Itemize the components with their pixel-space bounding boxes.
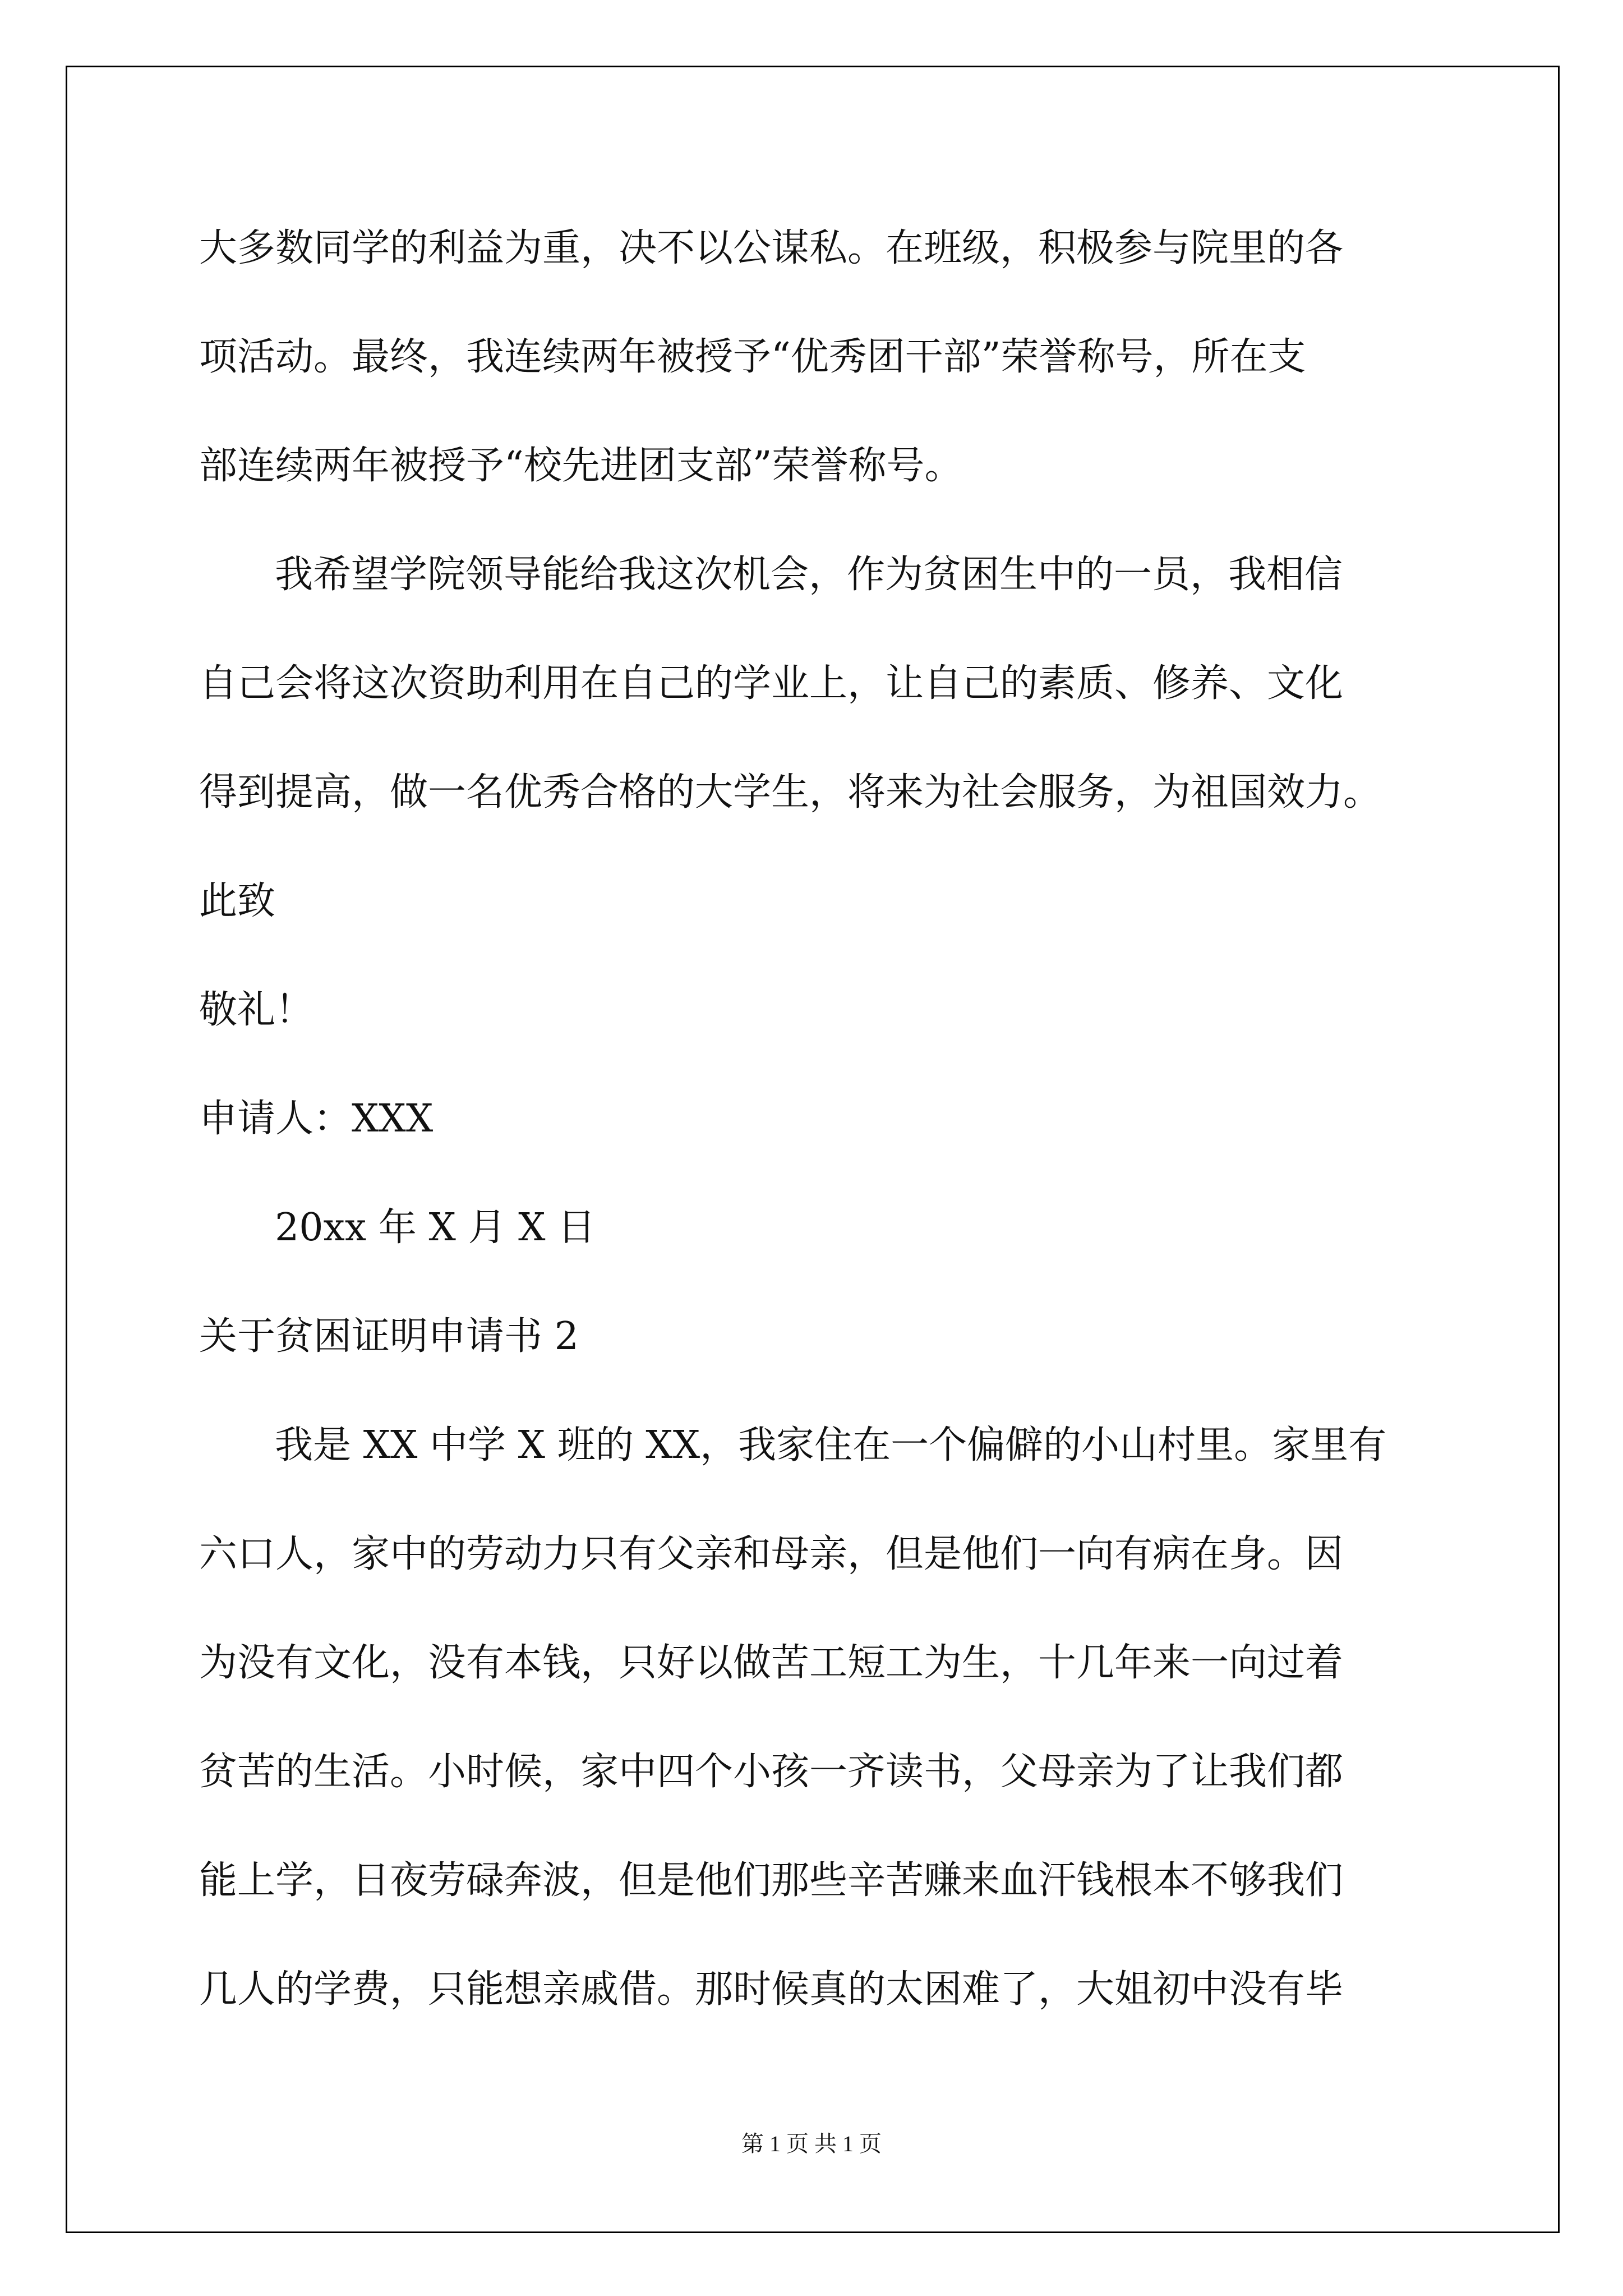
- text-line-14: 为没有文化，没有本钱，只好以做苦工短工为生，十几年来一向过着: [199, 1641, 1344, 1685]
- closing-regards: 敬礼！: [199, 988, 314, 1032]
- text-line-13: 六口人，家中的劳动力只有父亲和母亲，但是他们一向有病在身。因: [199, 1532, 1344, 1576]
- text-line-15: 贫苦的生活。小时候，家中四个小孩一齐读书，父母亲为了让我们都: [199, 1750, 1344, 1794]
- text-line-17: 几人的学费，只能想亲戚借。那时候真的太困难了，大姐初中没有毕: [199, 1967, 1344, 2012]
- text-line-5: 自己会将这次资助利用在自己的学业上，让自己的素质、修养、文化: [199, 661, 1344, 706]
- text-line-12: 我是 XX 中学 X 班的 XX，我家住在一个偏僻的小山村里。家里有: [275, 1423, 1387, 1467]
- text-line-4: 我希望学院领导能给我这次机会，作为贫困生中的一员，我相信: [275, 553, 1343, 597]
- text-line-6: 得到提高，做一名优秀合格的大学生，将来为社会服务，为祖国效力。: [199, 770, 1382, 815]
- date-line: 20xx 年 X 月 X 日: [275, 1205, 596, 1250]
- text-line-3: 部连续两年被授予“校先进团支部”荣誉称号。: [199, 444, 963, 488]
- text-line-16: 能上学，日夜劳碌奔波，但是他们那些辛苦赚来血汗钱根本不够我们: [199, 1858, 1344, 1903]
- applicant-signature: 申请人：XXX: [199, 1097, 434, 1141]
- page-border: [66, 66, 1560, 2233]
- text-line-1: 大多数同学的利益为重，决不以公谋私。在班级，积极参与院里的各: [199, 226, 1344, 270]
- section-title: 关于贫困证明申请书 2: [199, 1314, 579, 1359]
- text-line-2: 项活动。最终，我连续两年被授予“优秀团干部”荣誉称号，所在支: [199, 335, 1306, 379]
- page-number-footer: 第 1 页 共 1 页: [741, 2131, 882, 2156]
- closing-salutation: 此致: [199, 879, 276, 923]
